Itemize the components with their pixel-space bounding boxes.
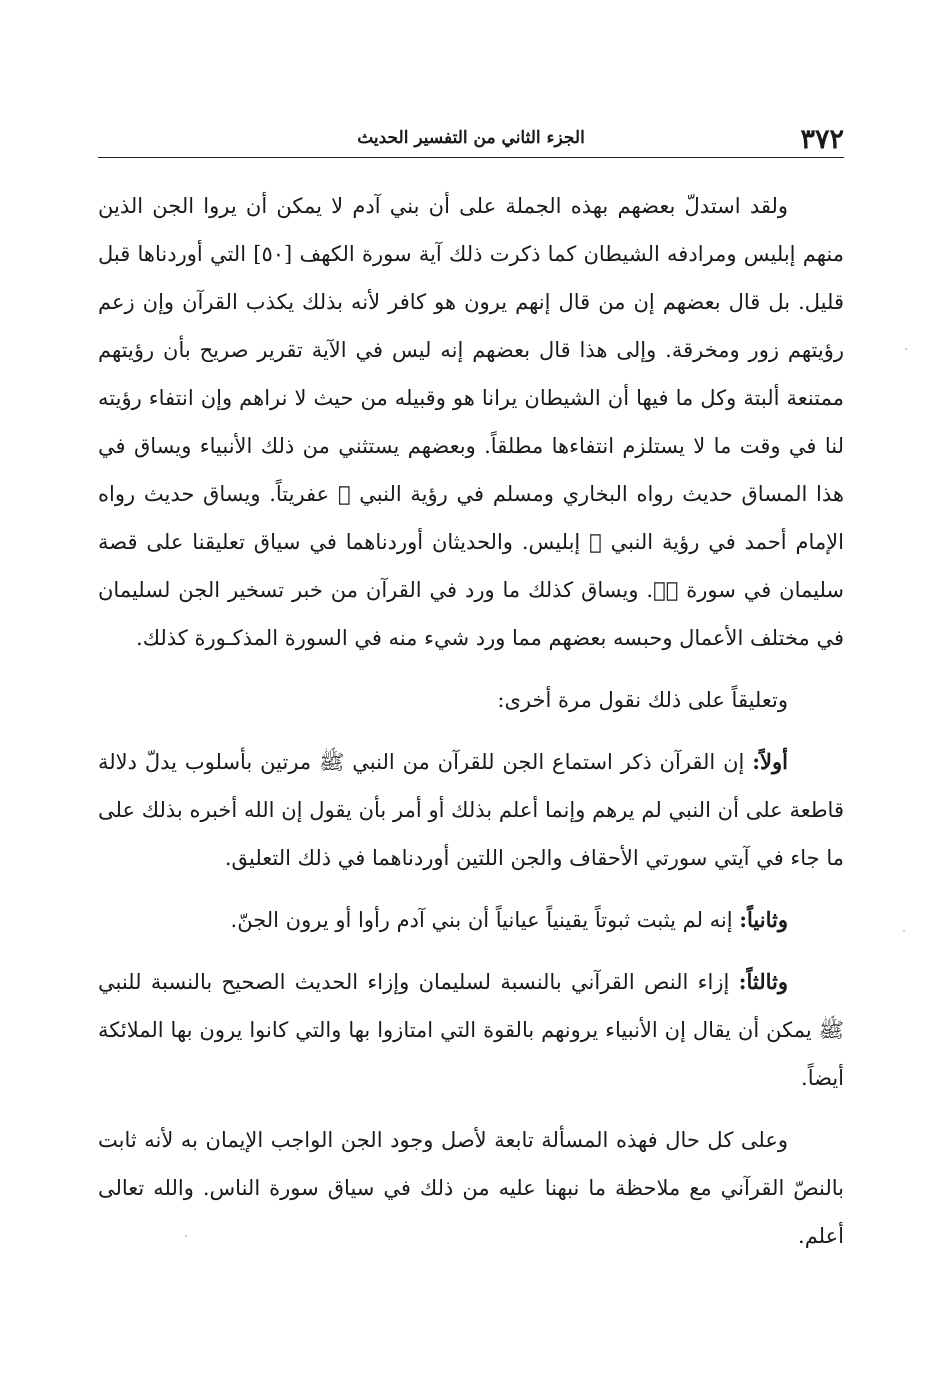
point-lead-first: أولاً: [752,749,788,774]
paragraph-third-point [98,958,844,1102]
paragraph-conclusion [98,1116,844,1260]
page-number: ٣٧٢ [800,124,844,155]
paragraph-text: وتعليقاً على ذلك نقول مرة أخرى: [497,688,788,712]
scan-speck [185,1235,187,1237]
paragraph-second-point [98,896,844,944]
scan-speck [905,348,907,350]
scan-speck [903,930,905,932]
paragraph-text: ولقد استدلّ بعضهم بهذه الجملة على أن بني آدم لا يمكن أن يروا الجن الذين منهم إبليس ومرادفه الشيطان كما ذكرت ذلك آية سورة الكهف [٥٠] التي أوردناها قبل قليل. بل قال بعضهم إن من قال إنهم يرون هو كافر لأنه بذلك يكذب القرآن وإن زعم رؤيتهم زور ومخرقة. وإلى هذا قال بعضهم إنه ليس في الآية تقرير صريح بأن رؤيتهم ممتنعة ألبتة وكل ما فيها أن الشيطان يرانا هو وقبيله من حيث لا نراهم وإن انتفاء رؤيته لنا في وقت ما لا يستلزم انتفاءها مطلقاً. وبعضهم يستثني من ذلك الأنبياء ويساق في هذا المساق حديث رواه البخاري ومسلم في رؤية النبي ﷺ عفريتاً. ويساق حديث رواه الإمام أحمد في رؤية النبي ﷺ إبليس. والحديثان أوردناهما في سياق تعليقنا على قصة سليمان في سورة صۤ. ويساق كذلك ما ورد في القرآن من خبر تسخير الجن لسليمان في مختلف الأعمال وحبسه بعضهم مما ورد شيء منه في السورة المذكـورة كذلك. [98,194,844,650]
running-header [98,118,844,162]
paragraph-text: وعلى كل حال فهذه المسألة تابعة لأصل وجود الجن الواجب الإيمان به لأنه ثابت بالنصّ القرآني مع ملاحظة ما نبهنا عليه من ذلك في سياق سورة الناس. والله تعالى أعلم. [98,1128,844,1248]
paragraph-text: إن القرآن ذكر استماع الجن للقرآن من النبي ﷺ مرتين بأسلوب يدلّ دلالة قاطعة على أن النبي لم يرهم وإنما أعلم بذلك أو أمر بأن يقول إن الله أخبره بذلك على ما جاء في آيتي سورتي الأحقاف والجن اللتين أوردناهما في ذلك التعليق. [98,750,844,870]
body-text [98,182,844,1260]
header-rule [98,157,844,158]
paragraph-visibility-of-jinn [98,182,844,662]
point-lead-third: وثالثاً: [738,969,788,994]
point-lead-second: وثانياً: [739,907,788,932]
paragraph-text: إزاء النص القرآني بالنسبة لسليمان وإزاء الحديث الصحيح بالنسبة للنبي ﷺ يمكن أن يقال إن الأنبياء يرونهم بالقوة التي امتازوا بها والتي كانوا يرون بها الملائكة أيضاً. [98,970,844,1090]
paragraph-text: إنه لم يثبت ثبوتاً يقينياً عيانياً أن بني آدم رأوا أو يرون الجنّ. [230,908,740,932]
book-title: الجزء الثاني من التفسير الحديث [357,128,585,148]
paragraph-commentary-intro [98,676,844,724]
paragraph-first-point [98,738,844,882]
